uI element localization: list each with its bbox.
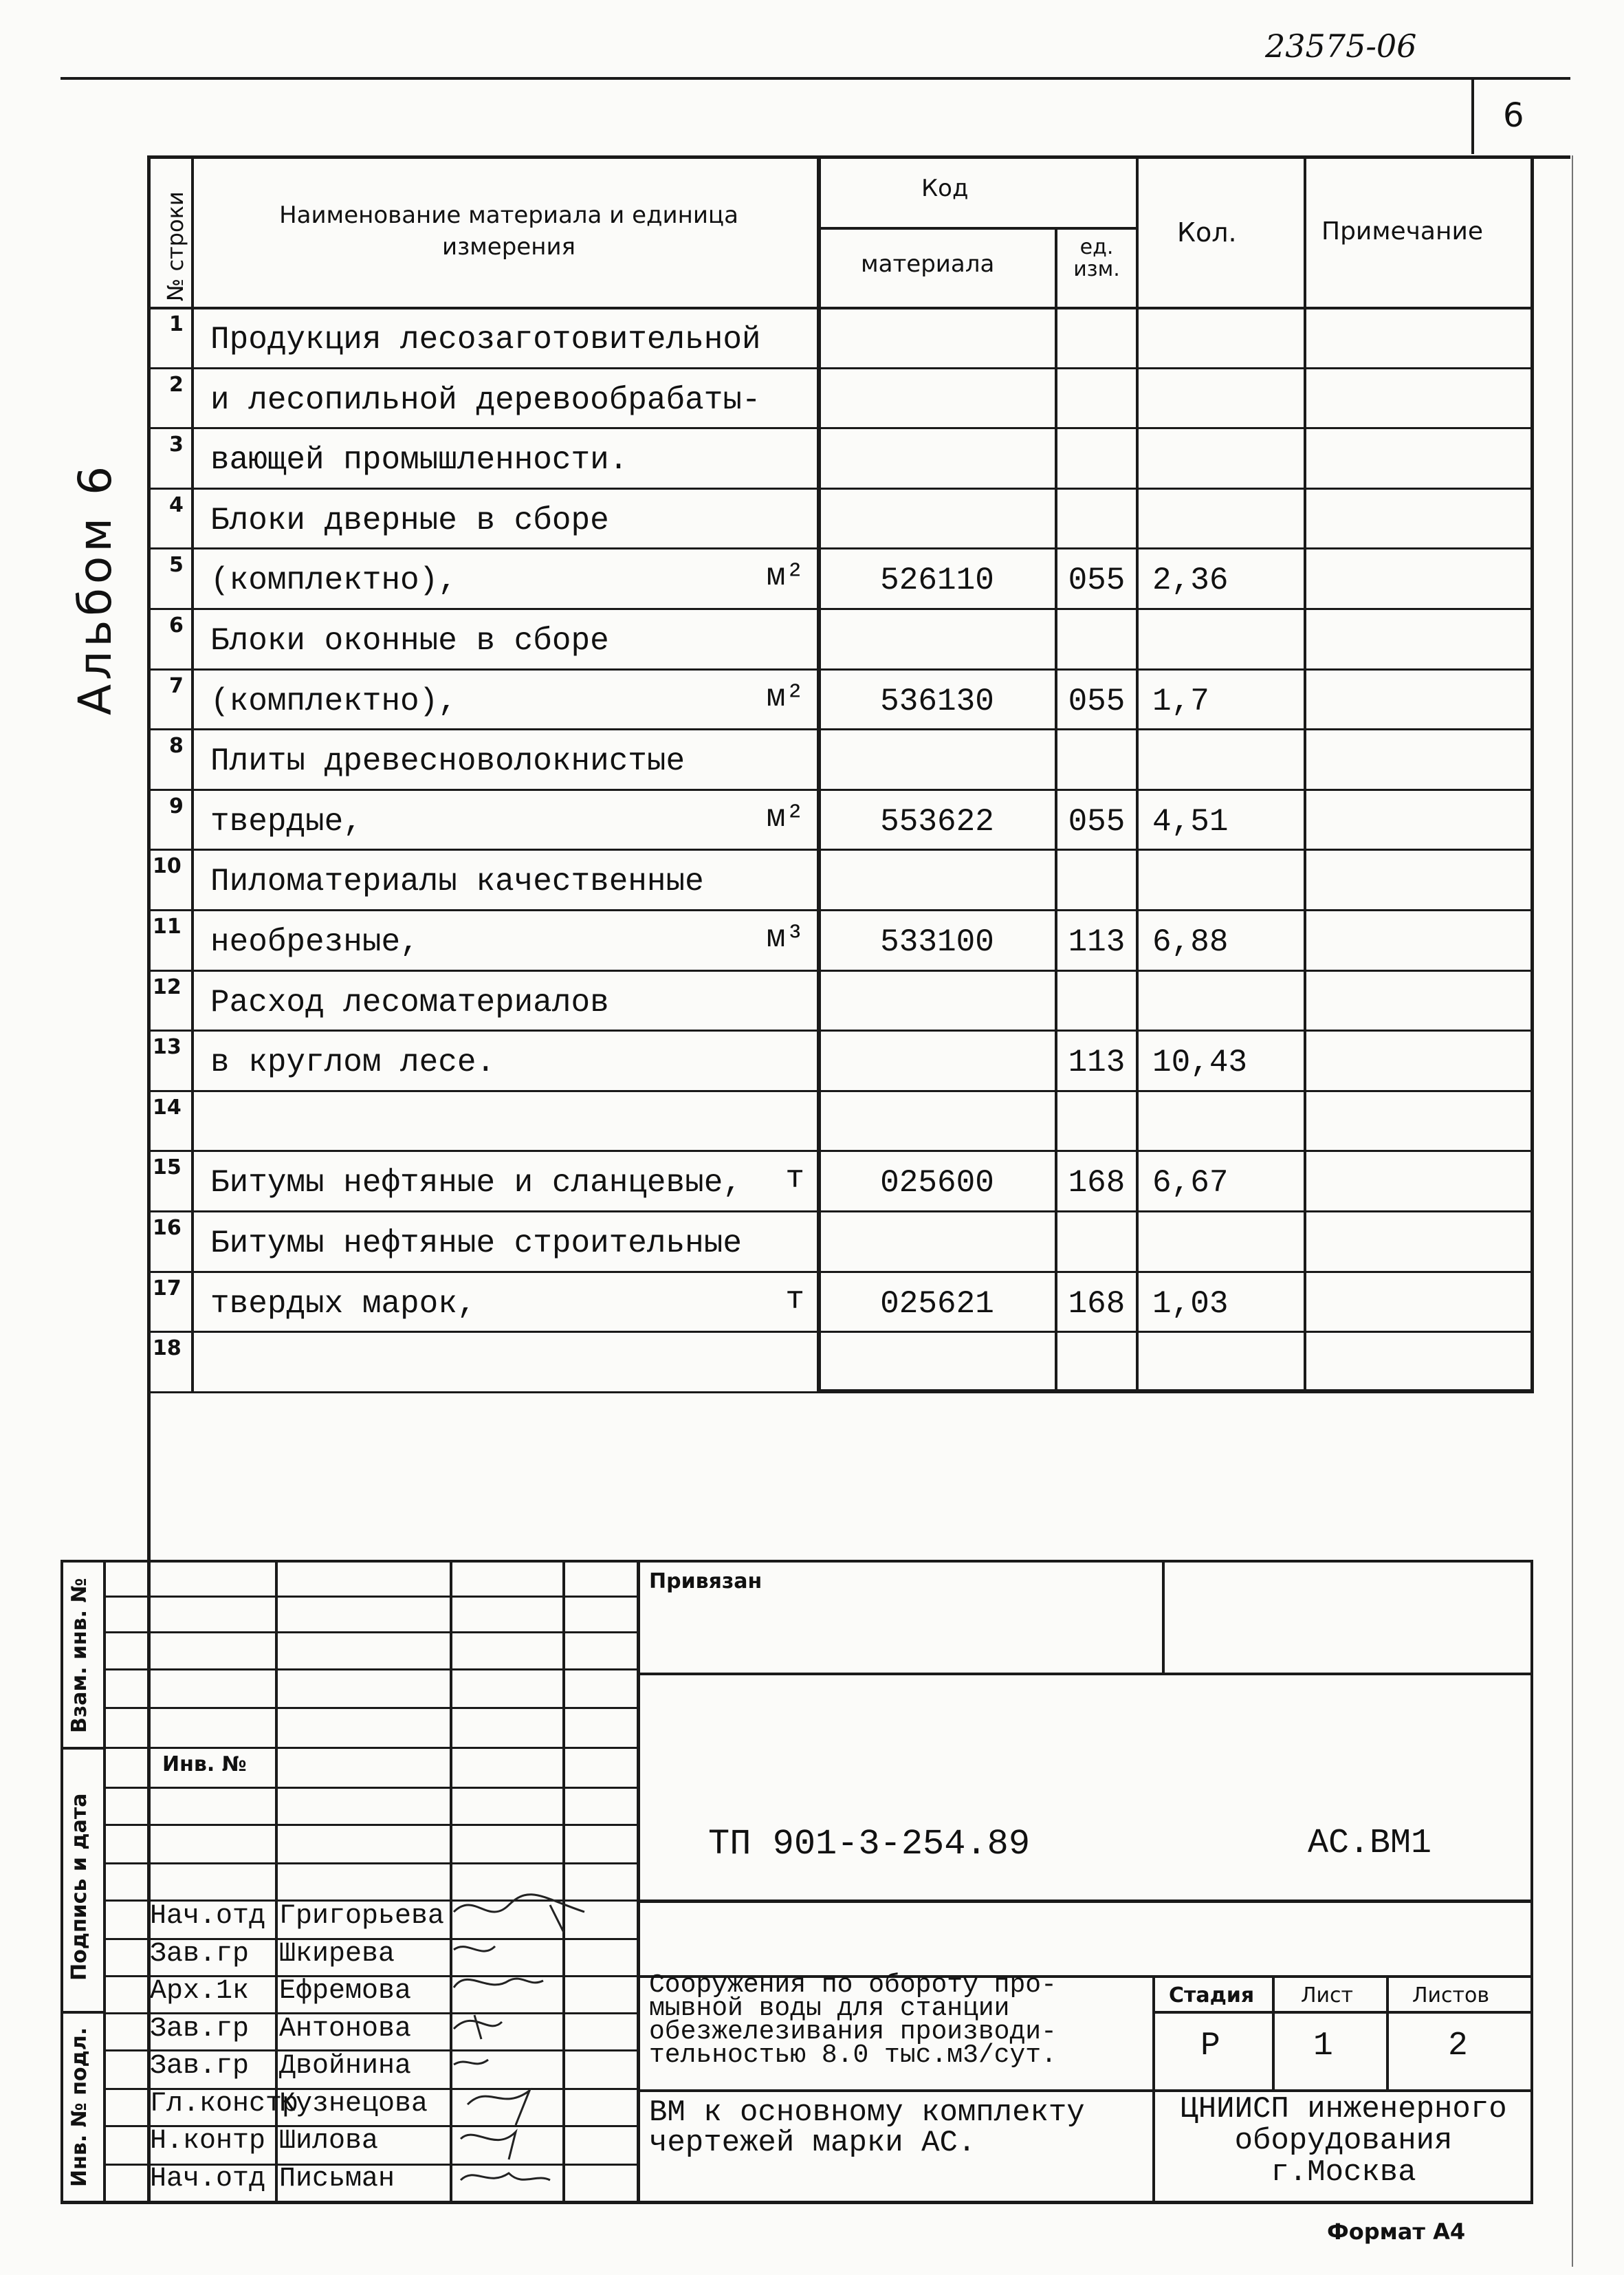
- col-line-name: [817, 155, 821, 1393]
- unit-code: 168: [1068, 1286, 1126, 1322]
- col-line-note: [1304, 155, 1306, 1393]
- title-line-4: тельностью 8.0 тыс.м3/сут.: [649, 2040, 1057, 2070]
- side-sep-2: [61, 2011, 106, 2014]
- material-name: твердые,: [210, 804, 362, 840]
- row-number: 9: [169, 794, 184, 818]
- stamp-r-h5: [1152, 2011, 1532, 2014]
- quantity: 2,36: [1152, 563, 1229, 598]
- row-number: 2: [169, 373, 184, 397]
- material-code: 526110: [880, 563, 994, 598]
- signature-5: [454, 2060, 488, 2065]
- row-line: [147, 1210, 1530, 1212]
- project-code: ТП 901-3-254.89: [708, 1824, 1031, 1864]
- organization: [1155, 2093, 1532, 2188]
- stage-label: Стадия: [1169, 1983, 1255, 2007]
- sheet-label: Лист: [1301, 1983, 1354, 2007]
- sheet-mark: 6: [1503, 96, 1524, 135]
- stamp-top-line: [61, 1560, 1532, 1563]
- signature-2: [454, 1946, 495, 1951]
- stamp-r-h2: [637, 1900, 1532, 1903]
- frame-left: [147, 155, 151, 2203]
- row-line: [147, 1331, 1530, 1333]
- privyazan-label: Привязан: [649, 1569, 762, 1593]
- material-name: Расход лесоматериалов: [210, 985, 609, 1021]
- row-line: [147, 1150, 1530, 1152]
- staff-role: Зав.гр: [150, 2014, 250, 2045]
- format-label: Формат А4: [1327, 2219, 1466, 2245]
- right-margin-line: [1572, 155, 1573, 2267]
- stamp-r-v1: [1162, 1560, 1165, 1674]
- stamp-r-v3: [1272, 1975, 1275, 2091]
- row-number: 16: [153, 1216, 182, 1240]
- signature-8: [461, 2173, 550, 2180]
- material-name: необрезные,: [210, 924, 419, 960]
- row-number: 17: [153, 1276, 182, 1300]
- project-title: [649, 1970, 1057, 2070]
- row-number: 8: [169, 734, 184, 758]
- staff-name: Письман: [279, 2164, 395, 2195]
- row-line: [147, 1271, 1530, 1273]
- material-code: 025621: [880, 1286, 994, 1322]
- stamp-row-line: [103, 1596, 638, 1598]
- header-name: Наименование материала и единица измерения: [279, 202, 738, 261]
- material-name: Блоки дверные в сборе: [210, 503, 609, 538]
- side-column-right: [103, 1560, 106, 2203]
- row-line: [147, 1030, 1530, 1032]
- staff-role: Нач.отд: [150, 1901, 266, 1932]
- title-line-3: обезжелезивания производи-: [649, 2017, 1057, 2047]
- row-number: 3: [169, 433, 184, 457]
- header-code-subline: [817, 227, 1137, 230]
- sheets-label: Листов: [1412, 1983, 1490, 2007]
- staff-name: Двойнина: [279, 2051, 412, 2082]
- sheets-value: 2: [1448, 2027, 1468, 2065]
- material-name: Продукция лесозаготовительной: [210, 322, 761, 358]
- side-label-vzam: Взам. инв. №: [67, 1578, 91, 1733]
- material-unit: м²: [766, 800, 804, 836]
- col-line-qty: [1136, 155, 1139, 1393]
- stamp-r-h1: [637, 1673, 1532, 1675]
- signature-3: [454, 1979, 543, 1988]
- album-label: Альбом 6: [69, 461, 122, 715]
- material-unit: м²: [766, 558, 804, 594]
- material-name: вающей промышленности.: [210, 442, 628, 478]
- signatures: [447, 1884, 639, 2208]
- stamp-row-line: [103, 1862, 638, 1864]
- unit-code: 055: [1068, 684, 1126, 719]
- stamp-row-line: [103, 1707, 638, 1709]
- org-line-3: г.Москва: [1271, 2155, 1416, 2190]
- row-line: [147, 728, 1530, 730]
- material-name: (комплектно),: [210, 563, 457, 598]
- side-label-inv-podl: Инв. № подл.: [67, 2027, 91, 2187]
- inv-no-label: Инв. №: [162, 1752, 247, 1776]
- row-number: 7: [169, 674, 184, 698]
- material-name: Битумы нефтяные строительные: [210, 1226, 742, 1261]
- stamp-row-line: [103, 1747, 638, 1749]
- frame-top: [147, 155, 1570, 159]
- material-name: Пиломатериалы качественные: [210, 864, 704, 900]
- table-bottom-line: [817, 1389, 1532, 1393]
- side-column-left: [61, 1560, 63, 2203]
- row-line: [147, 668, 1530, 671]
- sheet-mark-divider: [1471, 77, 1474, 154]
- row-number: 10: [153, 854, 182, 878]
- material-name: в круглом лесе.: [210, 1045, 496, 1080]
- staff-name: Антонова: [279, 2014, 412, 2045]
- material-unit: м²: [766, 679, 804, 715]
- desc-line-1: ВМ к основному комплекту: [649, 2096, 1085, 2130]
- unit-code: 168: [1068, 1165, 1126, 1201]
- stamp-bottom-line: [61, 2201, 1533, 2204]
- material-name: и лесопильной деревообрабаты-: [210, 382, 761, 418]
- material-code: 025600: [880, 1165, 994, 1201]
- staff-role: Гл.констр: [150, 2089, 299, 2120]
- stamp-row-line: [103, 1824, 638, 1826]
- staff-name: Григорьева: [279, 1901, 445, 1932]
- quantity: 4,51: [1152, 804, 1229, 840]
- material-unit: м³: [766, 920, 804, 956]
- material-unit: т: [785, 1161, 804, 1197]
- quantity: 1,7: [1152, 684, 1209, 719]
- title-line-1: Сооружения по обороту про-: [649, 1970, 1057, 2000]
- stamp-row-line: [103, 1787, 638, 1789]
- header-qty: Кол.: [1177, 217, 1237, 248]
- signature-1: [454, 1895, 584, 1933]
- header-bottom-line: [147, 307, 1530, 309]
- signature-6: [468, 2091, 529, 2125]
- header-row-no: № строки: [162, 191, 188, 301]
- material-name: твердых марок,: [210, 1286, 476, 1322]
- header-code: Код: [921, 175, 969, 202]
- document-description: [649, 2098, 1085, 2158]
- row-number: 1: [169, 312, 184, 336]
- material-name: Плиты древесноволокнистые: [210, 743, 685, 779]
- staff-role: Н.контр: [150, 2126, 266, 2157]
- col-line-rownum: [191, 155, 194, 1393]
- title-line-2: мывной воды для станции: [649, 1994, 1010, 2023]
- staff-role: Нач.отд: [150, 2164, 266, 2195]
- row-line: [147, 789, 1530, 791]
- staff-role: Зав.гр: [150, 2051, 250, 2082]
- staff-role: Арх.1к: [150, 1976, 250, 2007]
- sheet-value: 1: [1313, 2027, 1333, 2065]
- row-number: 12: [153, 975, 182, 999]
- material-name: Блоки оконные в сборе: [210, 623, 609, 659]
- side-label-podpis: Подпись и дата: [67, 1793, 91, 1981]
- frame-right: [1530, 155, 1534, 1393]
- quantity: 10,43: [1152, 1045, 1248, 1080]
- row-line: [147, 970, 1530, 972]
- row-number: 5: [169, 553, 184, 577]
- row-number: 15: [153, 1155, 182, 1179]
- row-line: [147, 488, 1530, 490]
- row-line: [147, 1090, 1530, 1092]
- drawing-mark: АС.ВМ1: [1308, 1824, 1432, 1863]
- material-code: 533100: [880, 924, 994, 960]
- signature-7: [461, 2132, 516, 2159]
- material-unit: т: [785, 1282, 804, 1318]
- quantity: 6,88: [1152, 924, 1229, 960]
- row-line: [147, 367, 1530, 369]
- side-sep-1: [61, 1747, 106, 1750]
- row-number: 4: [169, 493, 184, 517]
- unit-code: 055: [1068, 804, 1126, 840]
- stamp-r-v4: [1386, 1975, 1389, 2091]
- row-line: [147, 909, 1530, 911]
- staff-name: Шилова: [279, 2126, 379, 2157]
- unit-code: 113: [1068, 924, 1126, 960]
- row-line: [147, 547, 1530, 549]
- row-number: 14: [153, 1096, 182, 1120]
- row-number: 18: [153, 1336, 182, 1360]
- row-line: [147, 427, 1530, 429]
- quantity: 6,67: [1152, 1165, 1229, 1201]
- staff-name: Ефремова: [279, 1976, 412, 2007]
- row-number: 11: [153, 915, 182, 939]
- stamp-row-line: [103, 1631, 638, 1633]
- material-name: Битумы нефтяные и сланцевые,: [210, 1165, 742, 1201]
- header-code-unit: ед. изм.: [1073, 235, 1120, 281]
- material-code: 553622: [880, 804, 994, 840]
- unit-code: 055: [1068, 563, 1126, 598]
- material-code: 536130: [880, 684, 994, 719]
- row-number: 13: [153, 1035, 182, 1059]
- staff-name: Кузнецова: [279, 2089, 428, 2120]
- quantity: 1,03: [1152, 1286, 1229, 1322]
- signature-4: [454, 2015, 502, 2039]
- org-line-2: оборудования: [1234, 2124, 1453, 2158]
- staff-role: Зав.гр: [150, 1939, 250, 1970]
- desc-line-2: чертежей марки АС.: [649, 2126, 976, 2160]
- staff-name: Шкирева: [279, 1939, 395, 1970]
- stamp-row-line: [103, 1668, 638, 1670]
- material-name: (комплектно),: [210, 684, 457, 719]
- stage-value: Р: [1200, 2027, 1220, 2065]
- top-rule: [61, 77, 1570, 80]
- unit-code: 113: [1068, 1045, 1126, 1080]
- document-number: 23575-06: [1265, 28, 1417, 65]
- row-number: 6: [169, 613, 184, 638]
- row-line: [147, 849, 1530, 851]
- org-line-1: ЦНИИСП инженерного: [1180, 2092, 1507, 2126]
- row-line: [147, 608, 1530, 610]
- header-note: Примечание: [1321, 217, 1484, 246]
- header-code-material: материала: [861, 250, 995, 278]
